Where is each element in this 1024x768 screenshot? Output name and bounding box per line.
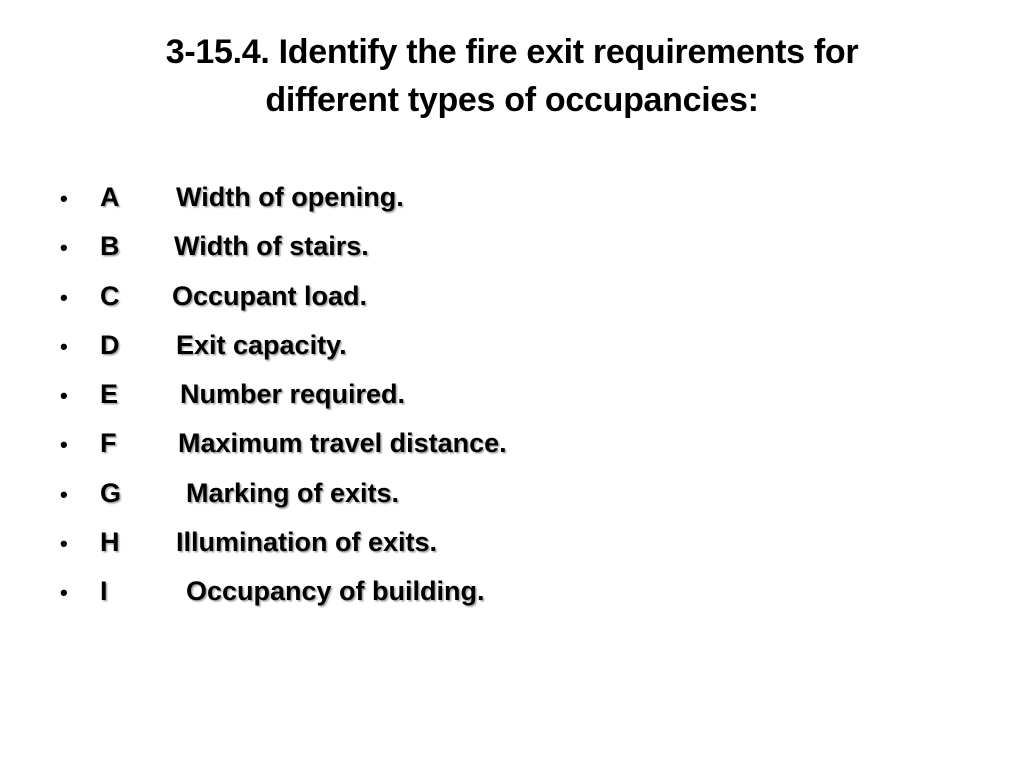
slide-title-line-2: different types of occupancies: xyxy=(265,81,759,119)
item-letter: G xyxy=(100,477,122,508)
item-letter: H xyxy=(100,527,120,558)
item-text: Width of stairs. xyxy=(174,231,369,262)
item-text: Occupancy of building. xyxy=(186,576,485,607)
list-item-h xyxy=(60,527,940,576)
bullet-icon: • xyxy=(60,186,68,211)
slide-title-line-1: 3-15.4. Identify the fire exit requirements for xyxy=(165,33,859,71)
item-text: Exit capacity. xyxy=(176,329,347,360)
bullet-icon: • xyxy=(60,383,68,409)
item-letter: D xyxy=(100,329,120,360)
item-text: Number required. xyxy=(180,379,406,410)
list-item-f xyxy=(60,428,940,477)
list-item-c xyxy=(60,281,940,330)
list-item-e xyxy=(60,379,940,428)
item-text: Occupant load. xyxy=(172,280,368,311)
item-letter: I xyxy=(100,576,108,607)
bullet-icon: • xyxy=(60,580,68,606)
requirements-list xyxy=(60,182,940,626)
bullet-icon: • xyxy=(60,432,68,458)
bullet-icon: • xyxy=(60,481,68,507)
item-letter: E xyxy=(100,379,119,410)
bullet-icon: • xyxy=(60,531,68,557)
list-item-i xyxy=(60,576,940,625)
bullet-icon: • xyxy=(60,235,68,261)
item-text: Marking of exits. xyxy=(186,477,400,508)
list-item-g xyxy=(60,478,940,527)
item-letter: A xyxy=(100,182,120,212)
item-text: Illumination of exits. xyxy=(176,527,438,558)
item-letter: F xyxy=(100,428,117,459)
list-item-b xyxy=(60,231,940,280)
list-item-a xyxy=(60,182,940,231)
bullet-icon: • xyxy=(60,333,68,359)
item-text: Width of opening. xyxy=(176,182,404,212)
list-item-d xyxy=(60,330,940,379)
item-text: Maximum travel distance. xyxy=(178,428,507,459)
item-letter: C xyxy=(100,280,120,311)
slide-title xyxy=(60,28,964,124)
bullet-icon: • xyxy=(60,284,68,310)
item-letter: B xyxy=(100,231,120,262)
